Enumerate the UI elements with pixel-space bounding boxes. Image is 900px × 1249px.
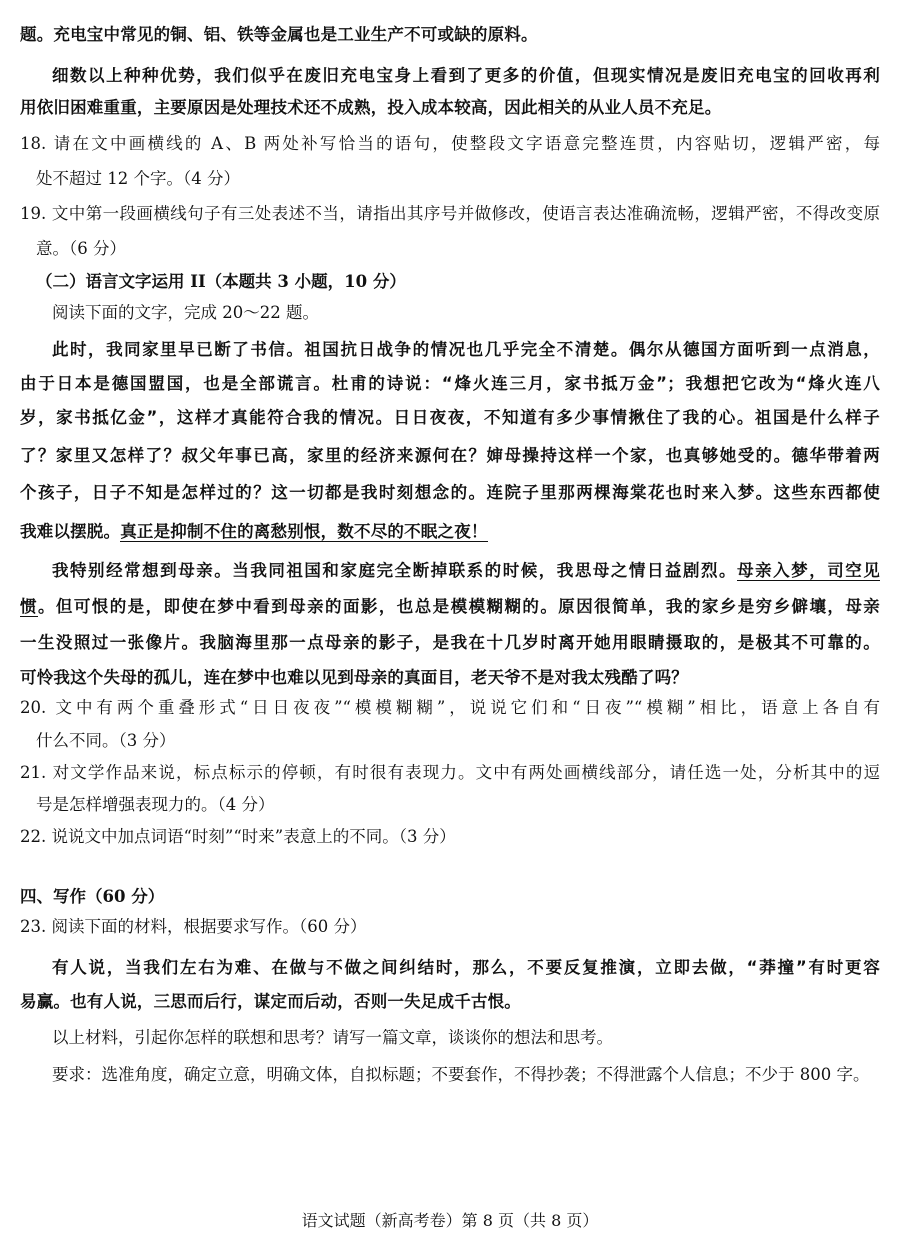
passage-line: 用依旧困难重重，主要原因是处理技术还不成熟，投入成本较高，因此相关的从业人员不充足。 bbox=[20, 98, 722, 117]
question-19: 19. 文中第一段画横线句子有三处表述不当，请指出其序号并做修改，使语言表达准确流畅，逻辑严密，不得改变原 bbox=[20, 204, 880, 223]
passage-line bbox=[20, 521, 880, 543]
underlined-sentence-2: 母亲入梦，司空见 bbox=[737, 561, 880, 580]
text-segment: 我特别经常想到母亲。当我同祖国和家庭完全断掉联系的时候，我思母之情日益剧烈。 bbox=[52, 561, 738, 580]
passage-line: 岁，家书抵亿金”，这样才真能符合我的情况。日日夜夜，不知道有多少事情揪住了我的心。祖国是什么样子 bbox=[20, 408, 880, 427]
dotted-word-shilai: 时来 bbox=[683, 483, 720, 502]
passage-line: 由于日本是德国盟国，也是全部谎言。杜甫的诗说：“烽火连三月，家书抵万金”；我想把它改为“烽火连八 bbox=[20, 374, 880, 393]
passage-line: 了？家里又怎样了？叔父年事已高，家里的经济来源何在？婶母操持这样一个家，也真够她受的。德华带着两 bbox=[20, 446, 880, 465]
question-18: 18. 请在文中画横线的 A、B 两处补写恰当的语句，使整段文字语意完整连贯，内容贴切，逻辑严密，每 bbox=[20, 134, 880, 153]
material-line: 易赢。也有人说，三思而后行，谋定而后动，否则一失足成千古恨。 bbox=[20, 992, 521, 1011]
text-segment: 入梦。这些东西都使 bbox=[719, 483, 880, 502]
prompt-line: 以上材料，引起你怎样的联想和思考？请写一篇文章，谈谈你的想法和思考。 bbox=[52, 1028, 613, 1047]
passage-line: 可怜我这个失母的孤儿，连在梦中也难以见到母亲的真面目，老天爷不是对我太残酷了吗？ bbox=[20, 668, 688, 687]
reading-instruction: 阅读下面的文字，完成 20～22 题。 bbox=[52, 303, 319, 322]
material-line: 有人说，当我们左右为难、在做与不做之间纠结时，那么，不要反复推演，立即去做，“莽撞”有时更容 bbox=[52, 958, 880, 977]
section-heading: 四、写作（60 分） bbox=[20, 887, 165, 906]
passage-line: 细数以上种种优势，我们似乎在废旧充电宝身上看到了更多的价值，但现实情况是废旧充电宝的回收再利 bbox=[52, 66, 880, 85]
passage-line: 题。充电宝中常见的铜、铝、铁等金属也是工业生产不可或缺的原料。 bbox=[20, 25, 538, 44]
question-20: 20. 文中有两个重叠形式“日日夜夜”“模模糊糊”，说说它们和“日夜”“模糊”相比，语意上各自有 bbox=[20, 698, 880, 717]
question-19-cont: 意。（6 分） bbox=[36, 239, 126, 258]
question-18-cont: 处不超过 12 个字。（4 分） bbox=[36, 169, 240, 188]
underlined-sentence-1: 真正是抑制不住的离愁别恨，数不尽的不眠之夜！ bbox=[120, 522, 488, 541]
text-segment: 个孩子，日子不知是怎样过的？这一切都是我 bbox=[20, 483, 379, 502]
question-21: 21. 对文学作品来说，标点标示的停顿，有时很有表现力。文中有两处画横线部分，请任选一处，分析其中的逗 bbox=[20, 763, 880, 782]
question-22: 22. 说说文中加点词语“时刻”“时来”表意上的不同。（3 分） bbox=[20, 827, 456, 846]
passage-line bbox=[52, 560, 880, 582]
section-heading: （二）语言文字运用 II（本题共 3 小题，10 分） bbox=[36, 272, 406, 291]
text-segment: 我难以摆脱。 bbox=[20, 522, 121, 541]
dotted-word-shike: 时刻 bbox=[378, 483, 415, 502]
requirements-line: 要求：选准角度，确定立意，明确文体，自拟标题；不要套作，不得抄袭；不得泄露个人信息；不少于 800 字。 bbox=[52, 1065, 870, 1084]
passage-line: 此时，我同家里早已断了书信。祖国抗日战争的情况也几乎完全不清楚。偶尔从德国方面听到一点消息， bbox=[52, 340, 880, 359]
text-segment: 。但可恨的是，即使在梦中看到母亲的面影，也总是模模糊糊的。原因很简单，我的家乡是穷乡僻壤，母亲 bbox=[37, 597, 880, 616]
passage-line bbox=[20, 596, 880, 618]
passage-line: 一生没照过一张像片。我脑海里那一点母亲的影子，是我在十几岁时离开她用眼睛摄取的，是极其不可靠的。 bbox=[20, 633, 880, 652]
passage-line bbox=[20, 482, 880, 504]
underlined-sentence-2-end: 惯 bbox=[20, 597, 38, 616]
text-segment: 想念的。连院子里那两棵海棠花也 bbox=[414, 483, 684, 502]
question-21-cont: 号是怎样增强表现力的。（4 分） bbox=[36, 795, 275, 814]
question-20-cont: 什么不同。（3 分） bbox=[36, 731, 176, 750]
question-23: 23. 阅读下面的材料，根据要求写作。（60 分） bbox=[20, 917, 367, 936]
page-footer: 语文试题（新高考卷）第 8 页（共 8 页） bbox=[301, 1211, 599, 1230]
